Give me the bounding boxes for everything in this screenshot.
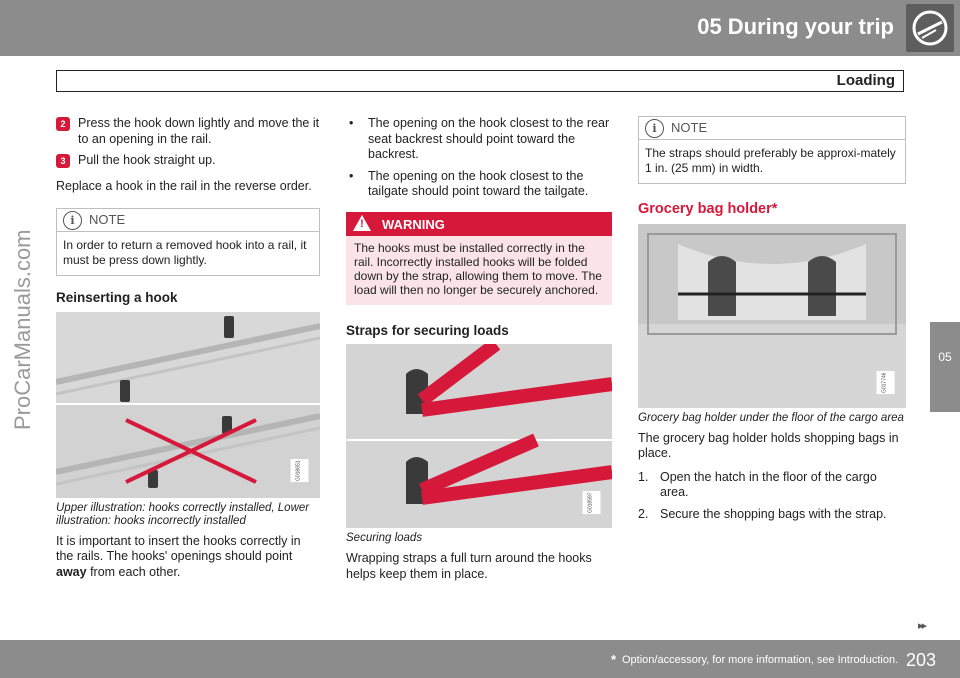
steering-wheel-road-icon bbox=[906, 4, 954, 52]
section-bar bbox=[56, 70, 904, 92]
bullet-text: The opening on the hook closest to the rear seat backrest should point toward the backrest. bbox=[368, 116, 610, 161]
step-number-badge: 3 bbox=[56, 154, 70, 168]
item-text: Secure the shopping bags with the strap. bbox=[660, 506, 887, 521]
paragraph-text: from each other. bbox=[86, 564, 181, 579]
bullet-item bbox=[346, 169, 612, 200]
paragraph: The grocery bag holder holds shopping bags in place. bbox=[638, 430, 899, 460]
watermark: ProCarManuals.com bbox=[10, 229, 35, 430]
bullet-dot: • bbox=[349, 116, 354, 130]
info-icon: i bbox=[645, 119, 664, 138]
bullet-item bbox=[346, 116, 612, 163]
figure-caption: Upper illustration: hooks correctly installed, Lower illustration: hooks incorrectly installed bbox=[56, 501, 310, 527]
bullet-dot: • bbox=[349, 168, 354, 183]
figure-code: G017746 bbox=[877, 371, 895, 394]
emphasis-text: away bbox=[56, 564, 87, 579]
right-column bbox=[638, 116, 906, 528]
grocery-bag-holder-illustration bbox=[638, 224, 906, 408]
warning-label: WARNING bbox=[382, 216, 445, 232]
section-title: Loading bbox=[836, 72, 895, 89]
paragraph: Wrapping straps a full turn around the hooks helps keep them in place. bbox=[346, 551, 592, 581]
left-column bbox=[56, 116, 320, 588]
note-box bbox=[638, 116, 906, 184]
subheading: Grocery bag holder* bbox=[638, 201, 778, 217]
next-page-arrows-icon[interactable]: ▸▸ bbox=[918, 620, 926, 632]
strap-hook-illustration bbox=[346, 344, 612, 528]
note-text: The straps should preferably be approxi-mately 1 in. (25 mm) in width. bbox=[645, 146, 896, 175]
step-text: Pull the hook straight up. bbox=[78, 153, 216, 167]
step-number-badge: 2 bbox=[56, 117, 70, 131]
page-footer bbox=[0, 640, 960, 678]
warning-text: The hooks must be installed correctly in the rail. Incorrectly installed hooks will be folded down by the strap, allowing them to move. The load will then no longer be securely anchored. bbox=[354, 240, 602, 297]
item-number: 1. bbox=[638, 469, 649, 484]
chapter-tab[interactable] bbox=[930, 322, 960, 412]
warning-exclamation-icon: ! bbox=[360, 217, 364, 230]
subheading: Straps for securing loads bbox=[346, 322, 509, 338]
info-icon: i bbox=[63, 211, 82, 230]
step-text: Press the hook down lightly and move the it to an opening in the rail. bbox=[78, 116, 320, 146]
note-header bbox=[57, 209, 319, 232]
note-box bbox=[56, 208, 320, 276]
hook-rail-illustration bbox=[56, 312, 320, 498]
subheading: Reinserting a hook bbox=[56, 290, 178, 305]
chapter-tab-label: 05 bbox=[938, 350, 952, 364]
paragraph-text: It is important to insert the hooks correctly in the rails. The hooks' openings should point bbox=[56, 533, 301, 563]
numbered-item bbox=[638, 507, 906, 523]
paragraph: Replace a hook in the rail in the reverse order. bbox=[56, 178, 312, 193]
note-label: NOTE bbox=[671, 120, 708, 135]
step-item bbox=[56, 116, 320, 147]
page-header bbox=[0, 0, 960, 56]
figure-caption: Grocery bag holder under the floor of the cargo area bbox=[638, 411, 904, 424]
footnote-text: Option/accessory, for more information, see Introduction. bbox=[622, 654, 899, 666]
step-item bbox=[56, 153, 320, 169]
page-number: 203 bbox=[906, 650, 937, 670]
warning-box bbox=[346, 212, 612, 305]
middle-column bbox=[346, 116, 612, 590]
note-header bbox=[639, 117, 905, 140]
note-text: In order to return a removed hook into a rail, it must be press down lightly. bbox=[63, 238, 307, 267]
warning-header bbox=[346, 212, 612, 236]
footnote-star: * bbox=[611, 652, 617, 667]
note-label: NOTE bbox=[89, 212, 126, 227]
item-number: 2. bbox=[638, 506, 649, 521]
paragraph bbox=[56, 534, 320, 581]
item-text: Open the hatch in the floor of the cargo area. bbox=[660, 469, 877, 499]
figure-code: G018651 bbox=[291, 459, 309, 482]
chapter-title: 05 During your trip bbox=[697, 14, 894, 39]
figure-code: G018597 bbox=[583, 491, 601, 514]
numbered-item bbox=[638, 470, 906, 501]
figure-caption: Securing loads bbox=[346, 532, 423, 544]
bullet-text: The opening on the hook closest to the tailgate should point toward the tailgate. bbox=[368, 168, 589, 198]
